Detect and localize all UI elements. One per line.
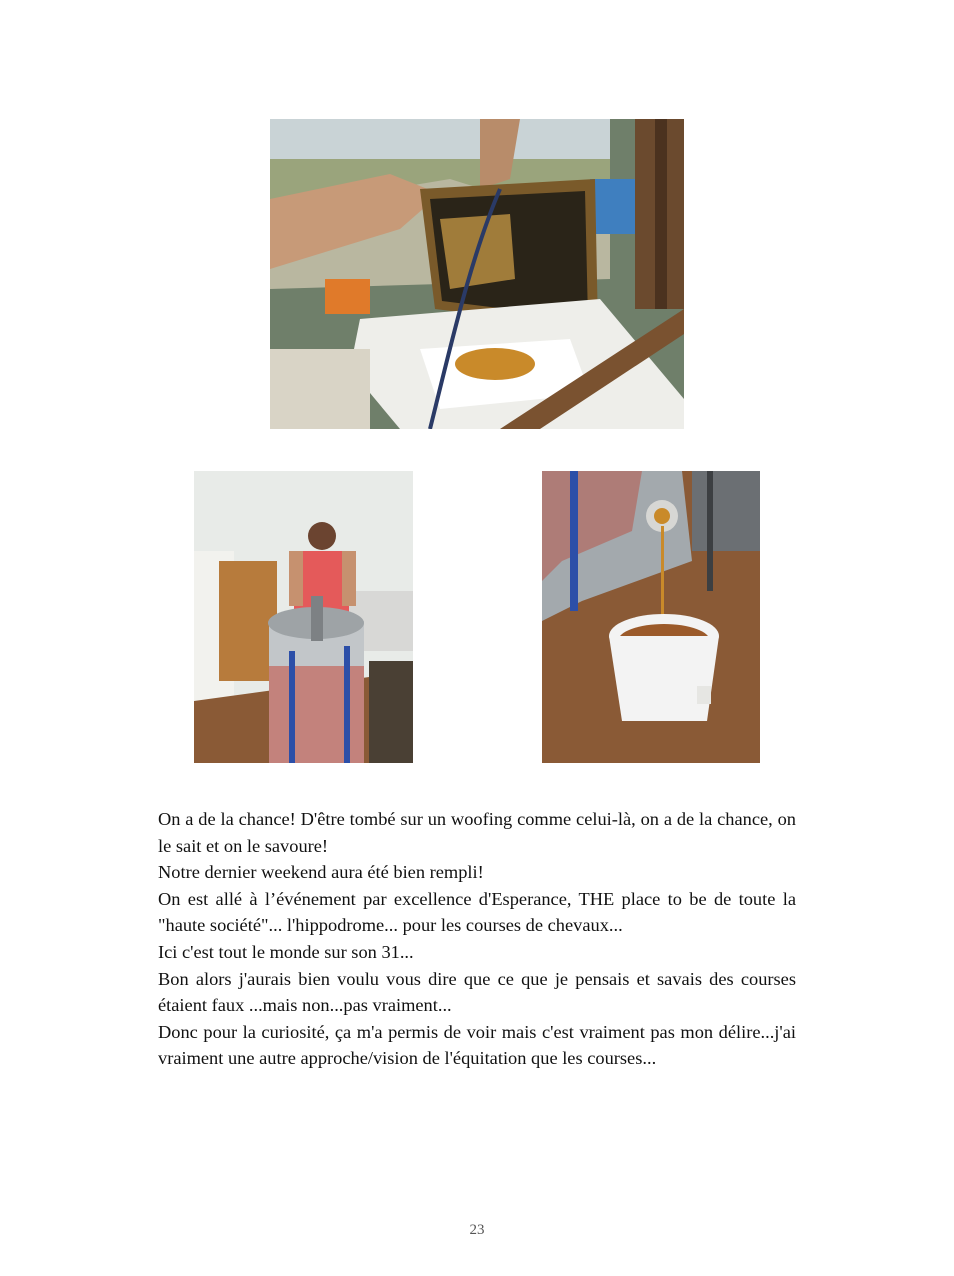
paragraph: On est allé à l’événement par excellence d'Esperance, THE place to be de toute la "haute société"... l'hippodrome... pour les courses de chevaux...: [158, 888, 796, 936]
paragraph: Ici c'est tout le monde sur son 31...: [158, 941, 414, 962]
paragraph: Notre dernier weekend aura été bien rempli!: [158, 862, 484, 883]
photo-honeycomb-uncapping: [270, 119, 684, 429]
body-text: [158, 806, 796, 1072]
photo-honey-extractor: [194, 471, 413, 763]
paragraph: On a de la chance! D'être tombé sur un woofing comme celui-là, on a de la chance, on le sait et on le savoure!: [158, 809, 796, 856]
photo-honey-pouring: [542, 471, 760, 763]
paragraph: Bon alors j'aurais bien voulu vous dire que ce que je pensais et savais des courses étaient faux ...mais non...pas vraiment...: [158, 968, 796, 1016]
paragraph: Donc pour la curiosité, ça m'a permis de voir mais c'est vraiment pas mon délire...j'ai vraiment une autre approche/vision de l'équitation que les courses...: [158, 1021, 796, 1069]
page-number: 23: [469, 1222, 485, 1238]
